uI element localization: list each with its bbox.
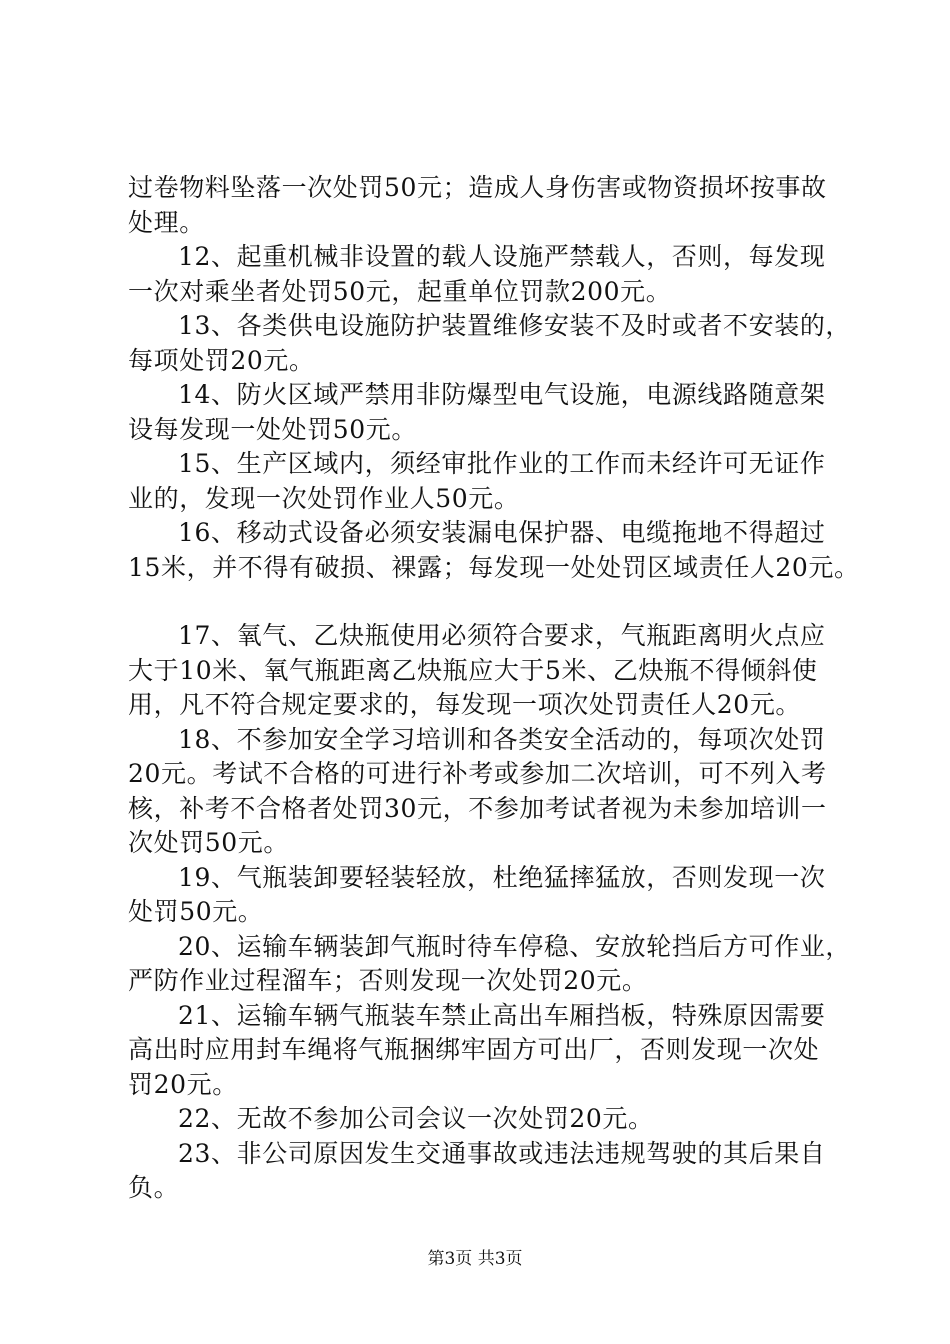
paragraph-rule-20: [128, 930, 852, 999]
text-line: 20元。考试不合格的可进行补考或参加二次培训，可不列入考: [128, 759, 827, 788]
text-line: 负。: [128, 1173, 180, 1202]
text-line: 每项处罚20元。: [128, 345, 315, 375]
text-line: 22、无故不参加公司会议一次处罚20元。: [178, 1104, 654, 1133]
text-line: 20、运输车辆装卸气瓶时待车停稳、安放轮挡后方可作业，: [178, 931, 852, 961]
paragraph-rule-16: [128, 516, 860, 585]
document-body: [128, 171, 860, 1206]
text-line: 处罚50元。: [128, 897, 264, 926]
text-line: 17、氧气、乙炔瓶使用必须符合要求，气瓶距离明火点应: [178, 621, 826, 650]
text-line: 21、运输车辆气瓶装车禁止高出车厢挡板，特殊原因需要: [178, 1000, 826, 1030]
text-line: 高出时应用封车绳将气瓶捆绑牢固方可出厂，否则发现一次处: [128, 1035, 820, 1064]
text-line: 一次对乘坐者处罚50元，起重单位罚款200元。: [128, 276, 672, 306]
paragraph-rule-19: [128, 861, 848, 930]
text-line: 15、生产区域内，须经审批作业的工作而未经许可无证作: [178, 449, 826, 478]
paragraph-rule-14: [128, 378, 848, 447]
text-line: 15米，并不得有破损、裸露；每发现一处处罚区域责任人20元。: [128, 552, 860, 582]
text-line: 次处罚50元。: [128, 828, 290, 857]
paragraph-rule-22: [128, 1102, 848, 1137]
text-line: 大于10米、氧气瓶距离乙炔瓶应大于5米、乙炔瓶不得倾斜使: [128, 655, 818, 685]
text-line: 罚20元。: [128, 1069, 238, 1099]
text-line: 13、各类供电设施防护装置维修安装不及时或者不安装的，: [178, 311, 852, 340]
page-footer: 第3页 共3页: [427, 1249, 523, 1269]
paragraph-rule-18: [128, 723, 848, 861]
paragraph-rule-15: [128, 447, 848, 516]
text-line: 过卷物料坠落一次处罚50元；造成人身伤害或物资损坏按事故: [128, 173, 827, 202]
paragraph-gap: [128, 585, 848, 619]
paragraph-rule-13: [128, 309, 852, 378]
text-line: 12、起重机械非设置的载人设施严禁载人，否则，每发现: [178, 242, 826, 271]
paragraph-rule-23: [128, 1137, 848, 1206]
text-line: 处理。: [128, 207, 205, 237]
paragraph-continued: [128, 171, 848, 240]
paragraph-rule-21: [128, 999, 848, 1103]
text-line: 14、防火区域严禁用非防爆型电气设施，电源线路随意架: [178, 380, 826, 409]
text-line: 23、非公司原因发生交通事故或违法违规驾驶的其后果自: [178, 1138, 826, 1168]
paragraph-rule-17: [128, 619, 848, 723]
text-line: 严防作业过程溜车；否则发现一次处罚20元。: [128, 966, 648, 995]
text-line: 用，凡不符合规定要求的，每发现一项次处罚责任人20元。: [128, 690, 802, 719]
text-line: 18、不参加安全学习培训和各类安全活动的，每项次处罚: [178, 724, 826, 754]
text-line: 19、气瓶装卸要轻装轻放，杜绝猛摔猛放，否则发现一次: [178, 862, 826, 892]
text-line: 业的，发现一次处罚作业人50元。: [128, 483, 520, 513]
paragraph-rule-12: [128, 240, 848, 309]
text-line: 核，补考不合格者处罚30元，不参加考试者视为未参加培训一: [128, 793, 827, 823]
text-line: 设每发现一处处罚50元。: [128, 414, 418, 444]
text-line: 16、移动式设备必须安装漏电保护器、电缆拖地不得超过: [178, 518, 826, 547]
